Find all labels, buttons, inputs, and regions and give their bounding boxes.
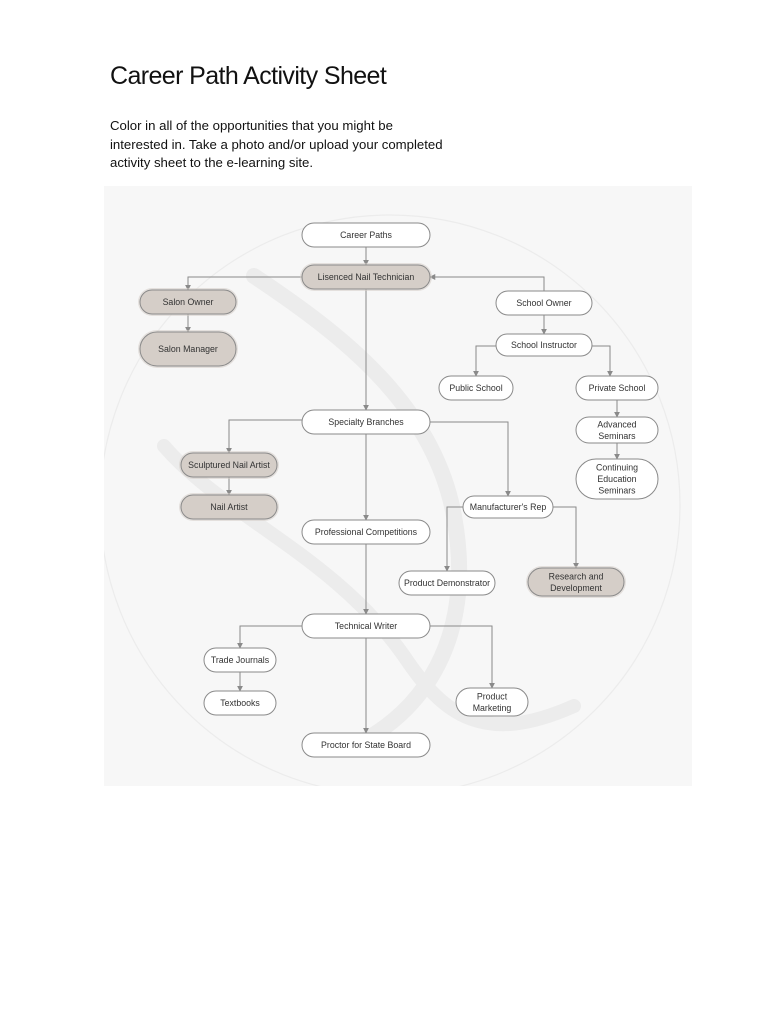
node-professional-competitions xyxy=(302,520,430,544)
node-label: Salon Owner xyxy=(162,297,214,307)
node-research-and-development xyxy=(526,566,626,598)
connector-arrow xyxy=(592,346,610,376)
career-path-flowchart xyxy=(104,186,692,786)
node-sculptured-nail-artist xyxy=(179,451,279,479)
watermark-swirl xyxy=(254,276,459,746)
node-label: Textbooks xyxy=(220,698,260,708)
node-salon-owner xyxy=(138,288,238,316)
node-label: Private School xyxy=(588,383,646,393)
node-label: Public School xyxy=(449,383,503,393)
node-nail-artist xyxy=(179,493,279,521)
node-manufacturers-rep xyxy=(463,496,553,518)
node-advanced-seminars xyxy=(576,417,658,443)
node-public-school xyxy=(439,376,513,400)
node-salon-manager xyxy=(138,330,238,368)
node-label: Career Paths xyxy=(340,230,392,240)
watermark-swirl xyxy=(164,446,574,724)
node-label: Specialty Branches xyxy=(328,417,404,427)
node-label: Advanced xyxy=(597,419,637,430)
node-product-marketing xyxy=(456,688,528,716)
node-continuing-education-seminars xyxy=(576,459,658,499)
career-path-diagram xyxy=(104,186,692,786)
node-label: Proctor for State Board xyxy=(321,740,411,750)
instructions-text: Color in all of the opportunities that you might be interested in. Take a photo and/or upload your completed activity sheet to the e-learning site. xyxy=(110,118,443,170)
node-specialty-branches xyxy=(302,410,430,434)
node-product-demonstrator xyxy=(399,571,495,595)
node-trade-journals xyxy=(204,648,276,672)
node-school-instructor xyxy=(496,334,592,356)
connector-arrow xyxy=(229,420,302,453)
node-label: Sculptured Nail Artist xyxy=(188,460,270,470)
connector-arrow xyxy=(476,346,496,376)
node-label: Product xyxy=(476,691,508,702)
node-private-school xyxy=(576,376,658,400)
node-licensed-nail-technician xyxy=(300,263,432,291)
node-label: Manufacturer's Rep xyxy=(469,502,547,512)
node-label: School Owner xyxy=(516,298,572,308)
node-label: Trade Journals xyxy=(210,655,270,665)
node-label: Professional Competitions xyxy=(314,527,418,537)
node-label: School Instructor xyxy=(510,340,578,350)
node-label: Salon Manager xyxy=(158,344,218,354)
node-label: Continuing xyxy=(595,462,639,473)
node-label: Development xyxy=(550,582,602,593)
node-label: Research and xyxy=(548,571,604,582)
node-label: Product Demonstrator xyxy=(403,578,491,588)
node-textbooks xyxy=(204,691,276,715)
node-label: Lisenced Nail Technician xyxy=(317,272,415,282)
node-label: Marketing xyxy=(472,702,512,713)
node-school-owner xyxy=(496,291,592,315)
node-label: Seminars xyxy=(598,485,636,496)
node-label: Technical Writer xyxy=(334,621,398,631)
node-label: Nail Artist xyxy=(210,502,248,512)
connector-arrow xyxy=(240,626,302,648)
connector-arrow xyxy=(430,277,544,291)
node-label: Education xyxy=(597,474,637,484)
node-proctor-for-state-board xyxy=(302,733,430,757)
page-title: Career Path Activity Sheet xyxy=(110,62,387,90)
node-career-paths xyxy=(302,223,430,247)
connector-arrow xyxy=(553,507,576,568)
node-technical-writer xyxy=(302,614,430,638)
node-label: Seminars xyxy=(598,430,636,441)
